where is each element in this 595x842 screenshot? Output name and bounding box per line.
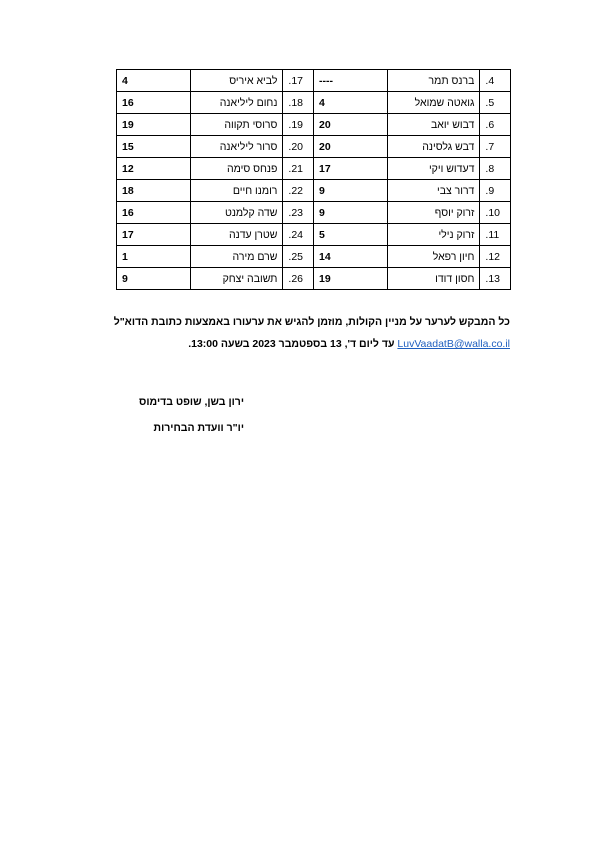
vote-count: 15 bbox=[117, 136, 191, 158]
vote-count: 9 bbox=[117, 268, 191, 290]
candidate-name: נחום ליליאנה bbox=[190, 92, 283, 114]
vote-count: 16 bbox=[117, 92, 191, 114]
row-number: 25. bbox=[283, 246, 314, 268]
row-number: 13. bbox=[480, 268, 511, 290]
row-number: 23. bbox=[283, 202, 314, 224]
table-row bbox=[117, 70, 511, 92]
candidate-name: דבש גלסינה bbox=[387, 136, 480, 158]
candidate-name: חיון רפאל bbox=[387, 246, 480, 268]
table-row bbox=[117, 92, 511, 114]
candidate-name: דבוש יואב bbox=[387, 114, 480, 136]
row-number: 18. bbox=[283, 92, 314, 114]
table-row bbox=[117, 268, 511, 290]
vote-count: 17 bbox=[314, 158, 387, 180]
candidate-name: סרוסי תקווה bbox=[190, 114, 283, 136]
row-number: 20. bbox=[283, 136, 314, 158]
row-number: 11. bbox=[480, 224, 511, 246]
candidate-name: ברנס תמר bbox=[387, 70, 480, 92]
row-number: 22. bbox=[283, 180, 314, 202]
vote-count: 9 bbox=[314, 180, 387, 202]
signature-title: יו"ר וועדת הבחירות bbox=[153, 422, 244, 434]
vote-count: 1 bbox=[117, 246, 191, 268]
vote-results-table bbox=[116, 69, 511, 290]
row-number: 5. bbox=[480, 92, 511, 114]
vote-count: 16 bbox=[117, 202, 191, 224]
row-number: 4. bbox=[480, 70, 511, 92]
candidate-name: גואטה שמואל bbox=[387, 92, 480, 114]
row-number: 10. bbox=[480, 202, 511, 224]
table-row bbox=[117, 224, 511, 246]
row-number: 26. bbox=[283, 268, 314, 290]
row-number: 9. bbox=[480, 180, 511, 202]
row-number: 24. bbox=[283, 224, 314, 246]
row-number: 6. bbox=[480, 114, 511, 136]
vote-count: 4 bbox=[117, 70, 191, 92]
appeal-notice-line1: כל המבקש לערער על מניין הקולות, מוזמן להגיש את ערעורו באמצעות כתובת הדוא"ל bbox=[113, 316, 510, 328]
vote-results-body bbox=[117, 70, 511, 290]
vote-count: 9 bbox=[314, 202, 387, 224]
candidate-name: שטרן עדנה bbox=[190, 224, 283, 246]
table-row bbox=[117, 180, 511, 202]
vote-count: 18 bbox=[117, 180, 191, 202]
table-row bbox=[117, 136, 511, 158]
candidate-name: רומנו חיים bbox=[190, 180, 283, 202]
email-link[interactable]: LuvVaadatB@walla.co.il bbox=[397, 338, 510, 350]
row-number: 21. bbox=[283, 158, 314, 180]
appeal-notice-line2 bbox=[70, 337, 510, 351]
candidate-name: שדה קלמנט bbox=[190, 202, 283, 224]
candidate-name: לביא איריס bbox=[190, 70, 283, 92]
vote-count: 14 bbox=[314, 246, 387, 268]
candidate-name: סרור ליליאנה bbox=[190, 136, 283, 158]
row-number: 7. bbox=[480, 136, 511, 158]
vote-count: 19 bbox=[314, 268, 387, 290]
candidate-name: זרוק יוסף bbox=[387, 202, 480, 224]
table-row bbox=[117, 114, 511, 136]
candidate-name: תשובה יצחק bbox=[190, 268, 283, 290]
vote-count: 12 bbox=[117, 158, 191, 180]
vote-count: ---- bbox=[314, 70, 387, 92]
row-number: 19. bbox=[283, 114, 314, 136]
candidate-name: דרור צבי bbox=[387, 180, 480, 202]
vote-count: 4 bbox=[314, 92, 387, 114]
vote-count: 17 bbox=[117, 224, 191, 246]
vote-count: 5 bbox=[314, 224, 387, 246]
vote-count: 20 bbox=[314, 114, 387, 136]
candidate-name: שרם מירה bbox=[190, 246, 283, 268]
vote-count: 19 bbox=[117, 114, 191, 136]
candidate-name: דעדוש ויקי bbox=[387, 158, 480, 180]
vote-count: 20 bbox=[314, 136, 387, 158]
table-row bbox=[117, 246, 511, 268]
appeal-deadline: עד ליום ד', 13 בספטמבר 2023 בשעה 13:00. bbox=[188, 338, 395, 350]
candidate-name: פנחס סימה bbox=[190, 158, 283, 180]
table-row bbox=[117, 202, 511, 224]
candidate-name: זרוק נילי bbox=[387, 224, 480, 246]
row-number: 12. bbox=[480, 246, 511, 268]
row-number: 8. bbox=[480, 158, 511, 180]
row-number: 17. bbox=[283, 70, 314, 92]
signature-name: ירון בשן, שופט בדימוס bbox=[139, 396, 244, 408]
table-row bbox=[117, 158, 511, 180]
candidate-name: חסון דודו bbox=[387, 268, 480, 290]
